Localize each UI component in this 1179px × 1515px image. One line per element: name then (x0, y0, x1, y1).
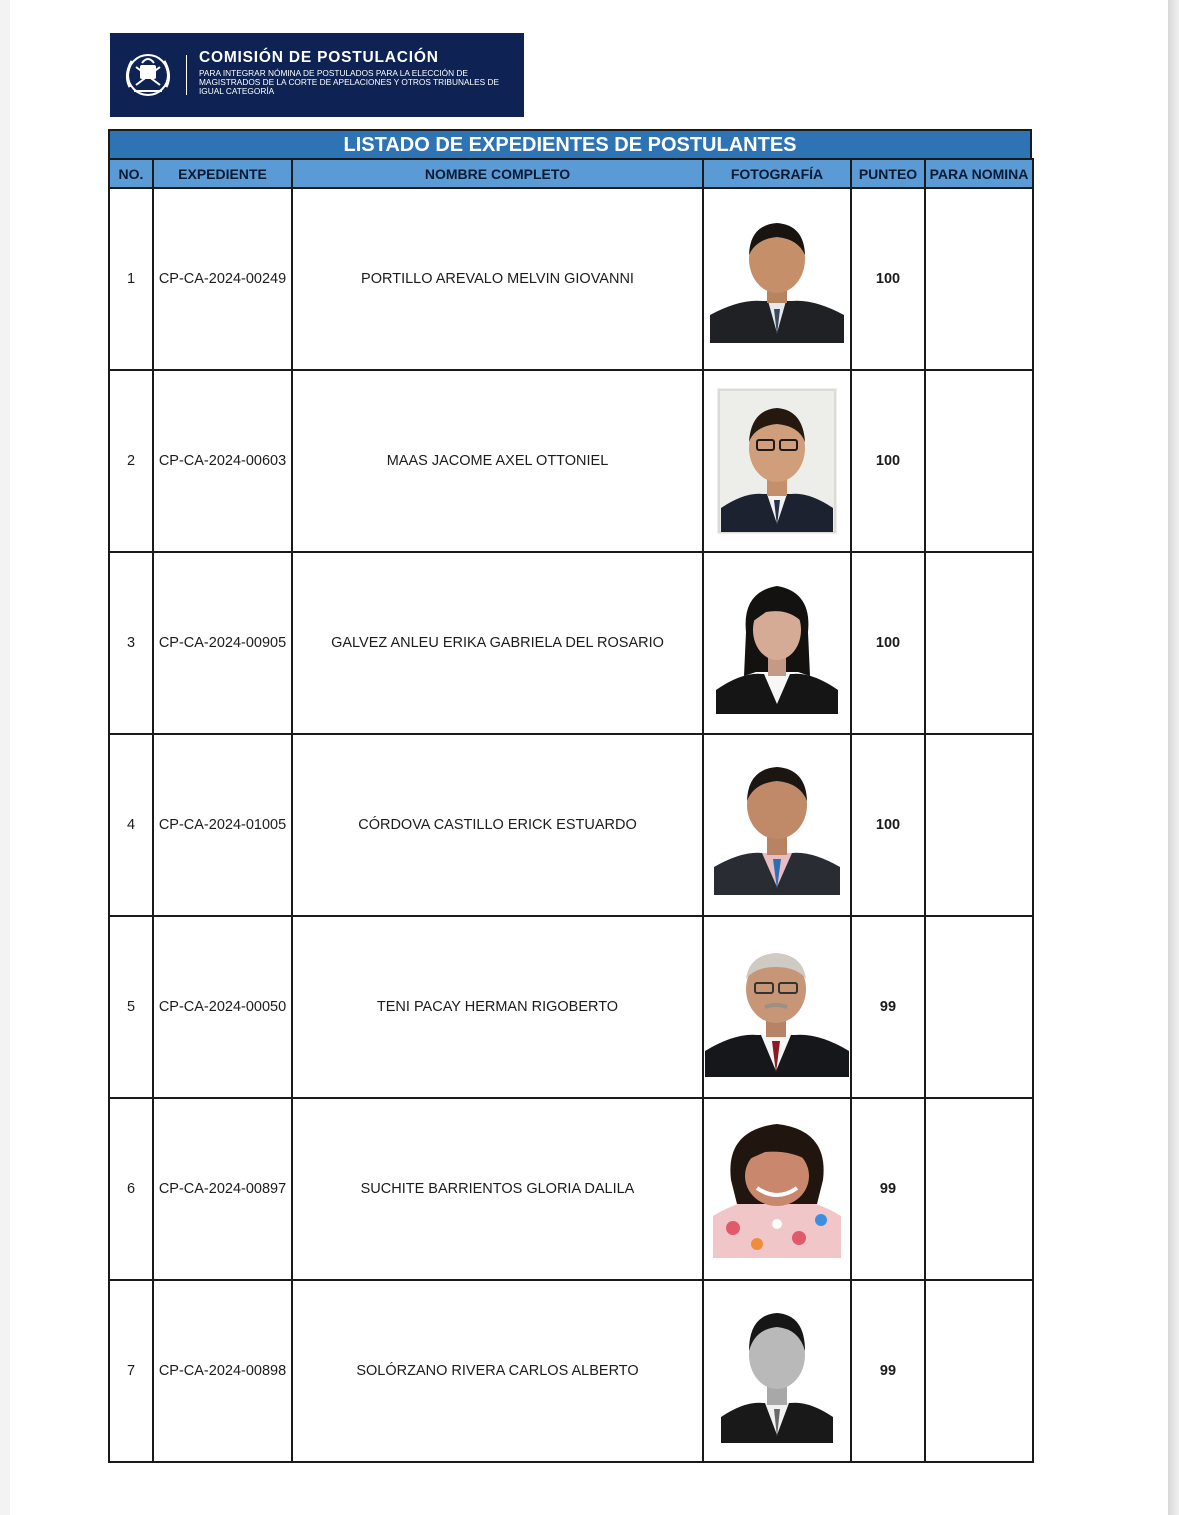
score-value: 99 (851, 916, 925, 1098)
nomina-cell (925, 916, 1033, 1098)
row-number: 3 (109, 552, 153, 734)
commission-logo-banner (110, 33, 524, 117)
row-number: 5 (109, 916, 153, 1098)
row-number: 1 (109, 188, 153, 370)
table-row (109, 1098, 1033, 1280)
nomina-cell (925, 1098, 1033, 1280)
photo-cell (703, 370, 851, 552)
logo-divider (186, 55, 187, 95)
nomina-cell (925, 552, 1033, 734)
score-value: 99 (851, 1098, 925, 1280)
page-edge (1168, 0, 1179, 1515)
candidate-name: TENI PACAY HERMAN RIGOBERTO (292, 916, 703, 1098)
row-number: 6 (109, 1098, 153, 1280)
photo-cell (703, 188, 851, 370)
candidate-name: CÓRDOVA CASTILLO ERICK ESTUARDO (292, 734, 703, 916)
score-value: 100 (851, 552, 925, 734)
candidate-name: SOLÓRZANO RIVERA CARLOS ALBERTO (292, 1280, 703, 1462)
score-value: 100 (851, 734, 925, 916)
candidate-photo (710, 215, 844, 343)
expediente-code: CP-CA-2024-00897 (153, 1098, 292, 1280)
expediente-code: CP-CA-2024-00898 (153, 1280, 292, 1462)
candidate-name: GALVEZ ANLEU ERIKA GABRIELA DEL ROSARIO (292, 552, 703, 734)
table-row (109, 734, 1033, 916)
photo-cell (703, 1098, 851, 1280)
table-row (109, 370, 1033, 552)
expediente-code: CP-CA-2024-00050 (153, 916, 292, 1098)
candidate-name: SUCHITE BARRIENTOS GLORIA DALILA (292, 1098, 703, 1280)
candidate-photo (714, 755, 840, 895)
col-header-nombre: NOMBRE COMPLETO (292, 159, 703, 188)
org-subtitle: PARA INTEGRAR NÓMINA DE POSTULADOS PARA LA ELECCIÓN DE MAGISTRADOS DE LA CORTE DE APELACIONES Y OTROS TRIBUNALES DE IGUAL CATEGORÍA (199, 68, 499, 97)
candidates-sheet (108, 129, 1032, 1453)
score-value: 99 (851, 1280, 925, 1462)
expediente-code: CP-CA-2024-00603 (153, 370, 292, 552)
candidate-photo (717, 388, 837, 534)
photo-cell (703, 916, 851, 1098)
col-header-para-nomina: PARA NOMINA (925, 159, 1033, 188)
col-header-no: NO. (109, 159, 153, 188)
table-row (109, 552, 1033, 734)
col-header-fotografia: FOTOGRAFÍA (703, 159, 851, 188)
expediente-code: CP-CA-2024-00905 (153, 552, 292, 734)
nomina-cell (925, 734, 1033, 916)
candidate-photo (705, 937, 849, 1077)
nomina-cell (925, 1280, 1033, 1462)
row-number: 2 (109, 370, 153, 552)
expediente-code: CP-CA-2024-01005 (153, 734, 292, 916)
table-row (109, 188, 1033, 370)
row-number: 7 (109, 1280, 153, 1462)
row-number: 4 (109, 734, 153, 916)
guatemala-coat-of-arms-icon (120, 47, 176, 103)
expediente-code: CP-CA-2024-00249 (153, 188, 292, 370)
col-header-expediente: EXPEDIENTE (153, 159, 292, 188)
photo-cell (703, 1280, 851, 1462)
candidate-name: PORTILLO AREVALO MELVIN GIOVANNI (292, 188, 703, 370)
table-title: LISTADO DE EXPEDIENTES DE POSTULANTES (108, 129, 1032, 158)
org-title: COMISIÓN DE POSTULACIÓN (199, 49, 439, 66)
candidate-name: MAAS JACOME AXEL OTTONIEL (292, 370, 703, 552)
col-header-punteo: PUNTEO (851, 159, 925, 188)
score-value: 100 (851, 188, 925, 370)
score-value: 100 (851, 370, 925, 552)
nomina-cell (925, 188, 1033, 370)
nomina-cell (925, 370, 1033, 552)
table-header-row (109, 159, 1033, 188)
candidate-photo (713, 1120, 841, 1258)
candidate-photo (721, 1299, 833, 1443)
candidates-table (108, 158, 1034, 1463)
photo-cell (703, 552, 851, 734)
table-row (109, 916, 1033, 1098)
photo-cell (703, 734, 851, 916)
table-row (109, 1280, 1033, 1462)
candidate-photo (716, 572, 838, 714)
